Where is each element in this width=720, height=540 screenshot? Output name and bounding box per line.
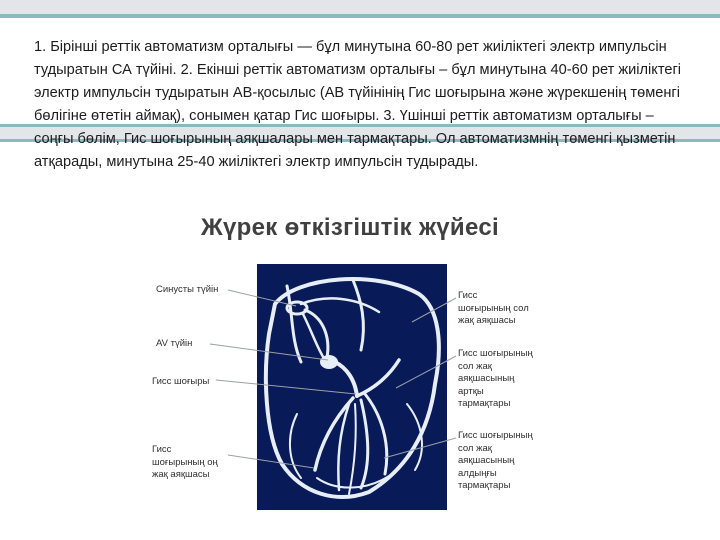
figure-title: Жүрек өткізгіштік жүйесі [201,214,499,241]
label-left-front-branches: Гисс шоғырының сол жақ аяқшасының алдыңғы тармақтары [458,430,533,491]
label-right-leg: Гисс шоғырының оң жақ аяқшасы [152,444,218,480]
label-left-back-branches: Гисс шоғырының сол жақ аяқшасының артқы тармақтары [458,348,533,409]
label-sinus-node: Синусты түйін [156,284,219,295]
label-his-bundle: Гисс шоғыры [152,376,210,387]
body-paragraph: 1. Бірінші реттік автоматизм орталығы — бұл минутына 60-80 рет жиіліктегі электр импульсін тудыратын СА түйіні. 2. Екінші реттік автоматизм орталығы – бұл минутына 40-60 рет жиіліктегі электр импульсін тудыратын АВ-қосылыс (АВ түйінінің Гис шоғырына және жүрекшенің төменгі бөлігіне өтетін аймақ), сонымен қатар Гис шоғыры. 3. Үшінші реттік автоматизм орталығы – соңғы бөлім, Гис шоғырының аяқшалары мен тармақтары. Ол автоматизмнің төменгі қызметін атқарады, минутына 25-40 жиіліктегі электр импульсін тудырады. [34,39,682,170]
label-av-node: AV түйін [156,338,193,349]
label-left-leg: Гисс шоғырының сол жақ аяқшасы [458,290,529,326]
